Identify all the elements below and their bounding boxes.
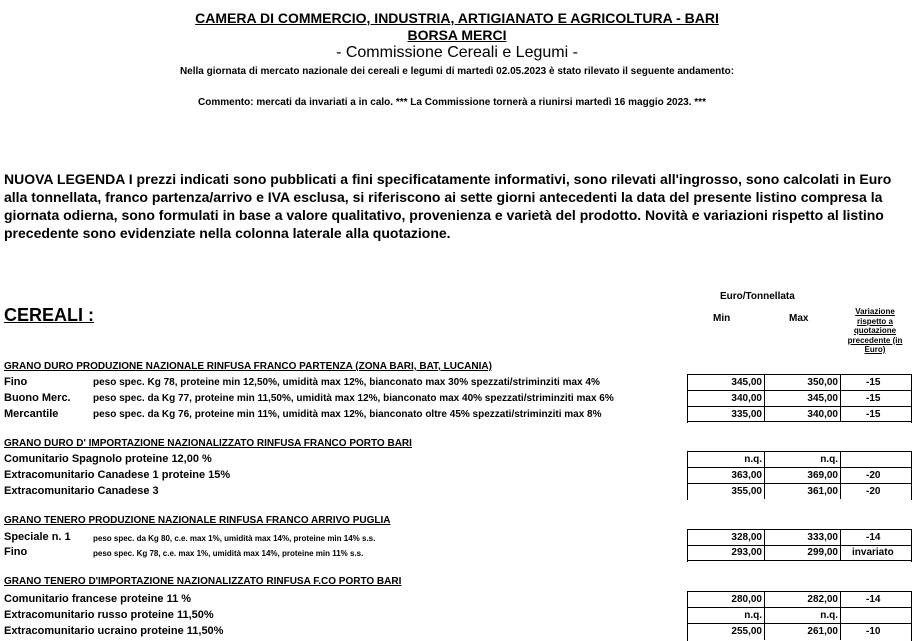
section-title: GRANO DURO PRODUZIONE NAZIONALE RINFUSA FRANCO PARTENZA (ZONA BARI, BAT, LUCANIA) [4,361,492,372]
row-desc: peso spec. da Kg 77, proteine min 11,50%, umidità max 12%, bianconato max 40% spezzati/striminziti max 6% [93,393,614,404]
section-title: GRANO TENERO PRODUZIONE NAZIONALE RINFUSA FRANCO ARRIVO PUGLIA [4,515,391,526]
row-desc: peso spec. Kg 78, proteine min 12,50%, umidità max 12%, bianconato max 30% spezzati/striminziti max 4% [93,377,600,388]
divider [840,451,841,499]
price-max: 333,00 [807,532,838,543]
row-name: Fino [4,546,28,558]
price-min: 340,00 [731,393,762,404]
price-min: 255,00 [731,626,762,637]
row-separator [687,406,911,407]
price-min: 293,00 [731,547,762,558]
divider [764,591,765,640]
row-name: Fino [4,376,28,388]
divider [764,451,765,499]
price-var: -15 [866,377,881,388]
price-max: n.q. [820,454,838,465]
legend-paragraph: NUOVA LEGENDA I prezzi indicati sono pubblicati a fini specificatamente informativi, sono rilevati all'ingrosso, sono calcolati in Euro alla tonnellata, franco partenza/arrivo e IVA esclusa, si riferiscono ai sette giorni antecedenti la data del presente listino compresa la giornata odierna, sono formulati in base a valore qualitativo, provenienza e varietà del prodotto. Novità e variazioni rispetto al listino precedente sono evidenziate nella colonna laterale alla quotazione. [4,171,892,241]
row-name: Comunitario Spagnolo proteine 12,00 % [4,453,212,465]
row-name: Extracomunitario russo proteine 11,50% [4,609,214,621]
row-name: Speciale n. 1 [4,531,71,543]
unit-label: Euro/Tonnellata [720,291,795,302]
price-max: 361,00 [807,486,838,497]
price-var: -14 [866,594,881,605]
price-min: 328,00 [731,532,762,543]
col-var-header: Variazione rispetto a quotazione precedente (in Euro) [847,307,903,354]
row-separator [687,421,911,422]
price-max: 345,00 [807,393,838,404]
row-separator [687,607,911,608]
row-separator [687,560,911,561]
row-separator [687,623,911,624]
price-min: 345,00 [731,377,762,388]
section-title: GRANO TENERO D'IMPORTAZIONE NAZIONALIZZATO RINFUSA F.CO PORTO BARI [4,576,402,587]
price-min: 355,00 [731,486,762,497]
header-borsa-merci: BORSA MERCI [407,27,507,43]
row-name: Comunitario francese proteine 11 % [4,593,192,605]
row-desc: peso spec. Kg 78, c.e. max 1%, umidità max 14%, proteine min 11% s.s. [93,549,364,558]
row-name: Extracomunitario ucraino proteine 11,50% [4,625,224,637]
row-name: Mercantile [4,408,59,420]
row-desc: peso spec. da Kg 76, proteine min 11%, umidità max 12%, bianconato oltre 45% spezzati/striminziti max 8% [93,409,602,420]
row-name: Extracomunitario Canadese 1 proteine 15% [4,469,231,481]
divider [764,374,765,422]
col-max-header: Max [789,313,809,324]
row-name: Extracomunitario Canadese 3 [4,485,159,497]
header-institution: CAMERA DI COMMERCIO, INDUSTRIA, ARTIGIANATO E AGRICOLTURA - BARI [195,10,719,26]
market-comment: Commento: mercati da invariati a in calo. *** La Commissione tornerà a riunirsi martedì 16 maggio 2023. *** [198,97,706,108]
price-var: -20 [866,486,881,497]
price-max: 261,00 [807,626,838,637]
price-min: 363,00 [731,470,762,481]
row-separator [687,545,911,546]
price-var: -20 [866,470,881,481]
row-separator [687,467,911,468]
price-max: 340,00 [807,409,838,420]
divider [840,374,841,422]
row-desc: peso spec. da Kg 80, c.e. max 1%, umidità max 14%, proteine min 14% s.s. [93,534,376,543]
header-market-day: Nella giornata di mercato nazionale dei cereali e legumi di martedì 02.05.2023 è stato rilevato il seguente andamento: [179,66,735,77]
price-min: n.q. [744,610,762,621]
price-min: 280,00 [731,594,762,605]
header-commission: - Commissione Cereali e Legumi - [336,44,578,61]
price-var: -10 [866,626,881,637]
row-name: Buono Merc. [4,392,71,404]
table-title: CEREALI : [4,305,94,325]
price-max: 282,00 [807,594,838,605]
price-var: -15 [866,409,881,420]
section-title: GRANO DURO D' IMPORTAZIONE NAZIONALIZZATO RINFUSA FRANCO PORTO BARI [4,438,412,449]
price-var: -14 [866,532,881,543]
col-min-header: Min [713,313,731,324]
price-max: n.q. [820,610,838,621]
price-max: 369,00 [807,470,838,481]
price-var: invariato [852,547,894,558]
row-separator [687,483,911,484]
price-min: 335,00 [731,409,762,420]
price-max: 350,00 [807,377,838,388]
price-max: 299,00 [807,547,838,558]
price-var: -15 [866,393,881,404]
price-min: n.q. [744,454,762,465]
row-separator [687,390,911,391]
divider [840,591,841,640]
